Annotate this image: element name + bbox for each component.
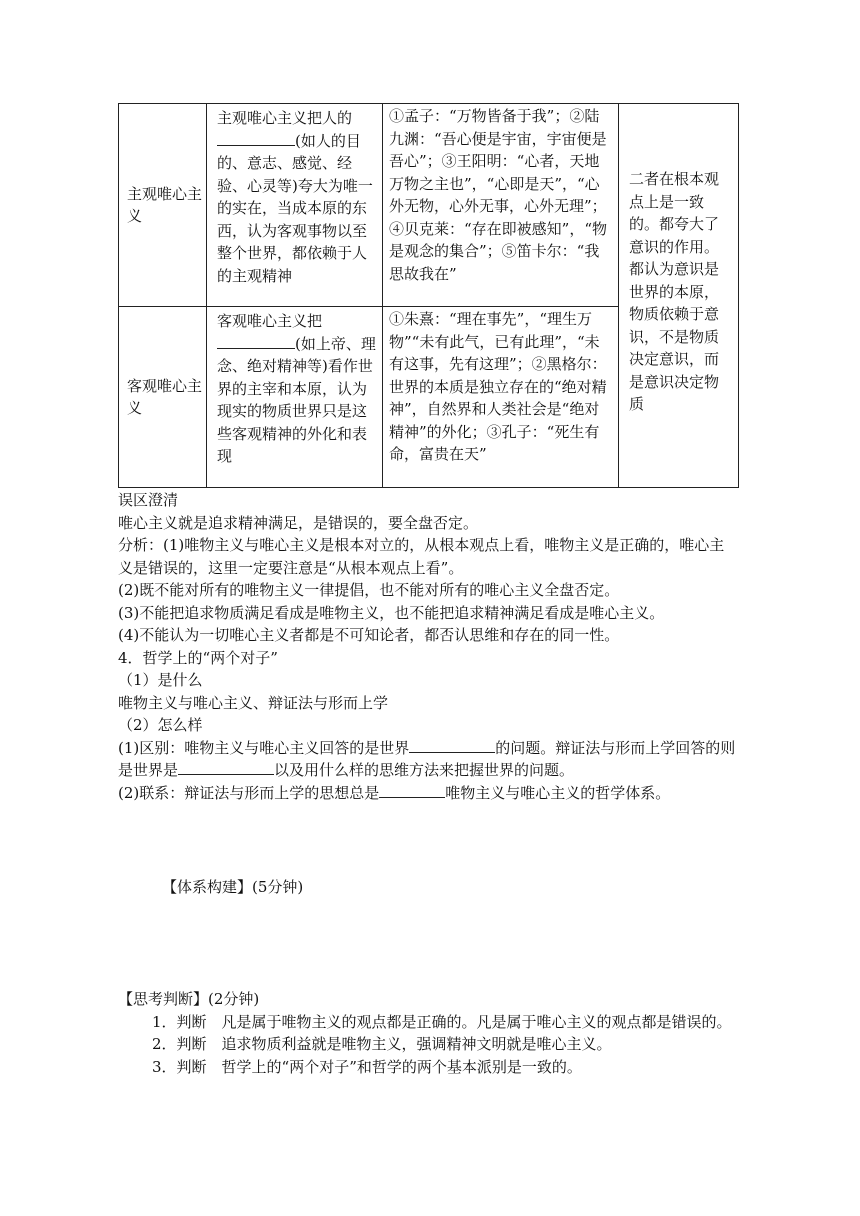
idealism-comparison-table (118, 103, 739, 488)
fill-blank (379, 782, 445, 798)
misconception-heading: 误区澄清 (118, 491, 179, 509)
table-row (119, 104, 739, 307)
description-cell (207, 104, 383, 307)
system-heading: 【体系构建】(5分钟) (162, 878, 304, 896)
examples-text: ①朱熹：“理在事先”，“理生万物”“未有此气，已有此理”，“未有这事，先有这理”；②黑格尔：世界的本质是独立存在的“绝对精神”，自然界和人类社会是“绝对精神”的外化；③孔子：“死生有命，富贵在天” (389, 310, 607, 463)
fill-blank (217, 333, 295, 349)
analysis-paragraph: (2)既不能对所有的唯物主义一律提倡，也不能对所有的唯心主义全盘否定。 (118, 581, 620, 599)
fill-blank (217, 130, 295, 146)
judgement-item: 2．判断 追求物质利益就是唯物主义，强调精神文明就是唯心主义。 (152, 1035, 612, 1053)
section-title: 4．哲学上的“两个对子” (118, 648, 278, 667)
judgement-item: 3．判断 哲学上的“两个对子”和哲学的两个基本派别是一致的。 (152, 1057, 582, 1076)
question-label: （1）是什么 (118, 671, 203, 689)
fill-blank (178, 759, 274, 775)
answer-text: 唯物主义与唯心主义、辩证法与形而上学 (118, 693, 389, 712)
common-text: 二者在根本观点上是一致的。都夸大了意识的作用。都认为意识是世界的本原，物质依赖于意识，不是物质决定意识，而是意识决定物质 (629, 170, 720, 413)
analysis-paragraph: (4)不能认为一切唯心主义者都是不可知论者，都否认思维和存在的同一性。 (118, 626, 620, 644)
judgement-heading: 【思考判断】(2分钟) (118, 990, 260, 1008)
examples-cell (383, 307, 619, 488)
fill-blank (409, 737, 495, 753)
examples-cell (383, 104, 619, 307)
misconception-section (118, 489, 738, 804)
row-label-cell (119, 307, 207, 488)
difference-paragraph: (1)区别：唯物主义与唯心主义回答的是世界 的问题。辩证法与形而上学回答的则是世界是 以及用什么样的思维方法来把握世界的问题。 (118, 738, 736, 779)
judgement-item: 1．判断 凡是属于唯物主义的观点都是正确的。凡是属于唯心主义的观点都是错误的。 (152, 1012, 732, 1031)
judgement-section (118, 988, 738, 1078)
common-cell (619, 104, 739, 488)
examples-text: ①孟子：“万物皆备于我”；②陆九渊：“吾心便是宇宙，宇宙便是吾心”；③王阳明：“心者，天地万物之主也”，“心即是天”，“心外无物，心外无事，心外无理”；④贝克莱：“存在即被感知”，“物是观念的集合”；⑤笛卡尔：“我思故我在” (389, 107, 608, 283)
analysis-paragraph: 分析：(1)唯物主义与唯心主义是根本对立的，从根本观点上看，唯物主义是正确的，唯心主义是错误的，这里一定要注意是“从根本观点上看”。 (118, 536, 725, 577)
row-label: 主观唯心主义 (127, 184, 203, 225)
description-cell (207, 307, 383, 488)
description-text: 客观唯心主义把(如上帝、理念、绝对精神等)看作世界的主宰和本原，认为现实的物质世界只是这些客观精神的外化和表现 (217, 312, 376, 465)
misconception-statement: 唯心主义就是追求精神满足，是错误的，要全盘否定。 (118, 513, 479, 532)
row-label-cell (119, 104, 207, 307)
question-label: （2）怎么样 (118, 716, 203, 734)
analysis-paragraph: (3)不能把追求物质满足看成是唯物主义，也不能把追求精神满足看成是唯心主义。 (118, 603, 665, 622)
connection-paragraph: (2)联系：辩证法与形而上学的思想总是 唯物主义与唯心主义的哲学体系。 (118, 783, 671, 802)
row-label: 客观唯心主义 (127, 376, 203, 417)
description-text: 主观唯心主义把人的(如人的目的、意志、感觉、经验、心灵等)夸大为唯一的实在，当成本原的东西，认为客观事物以至整个世界，都依赖于人的主观精神 (217, 109, 373, 285)
